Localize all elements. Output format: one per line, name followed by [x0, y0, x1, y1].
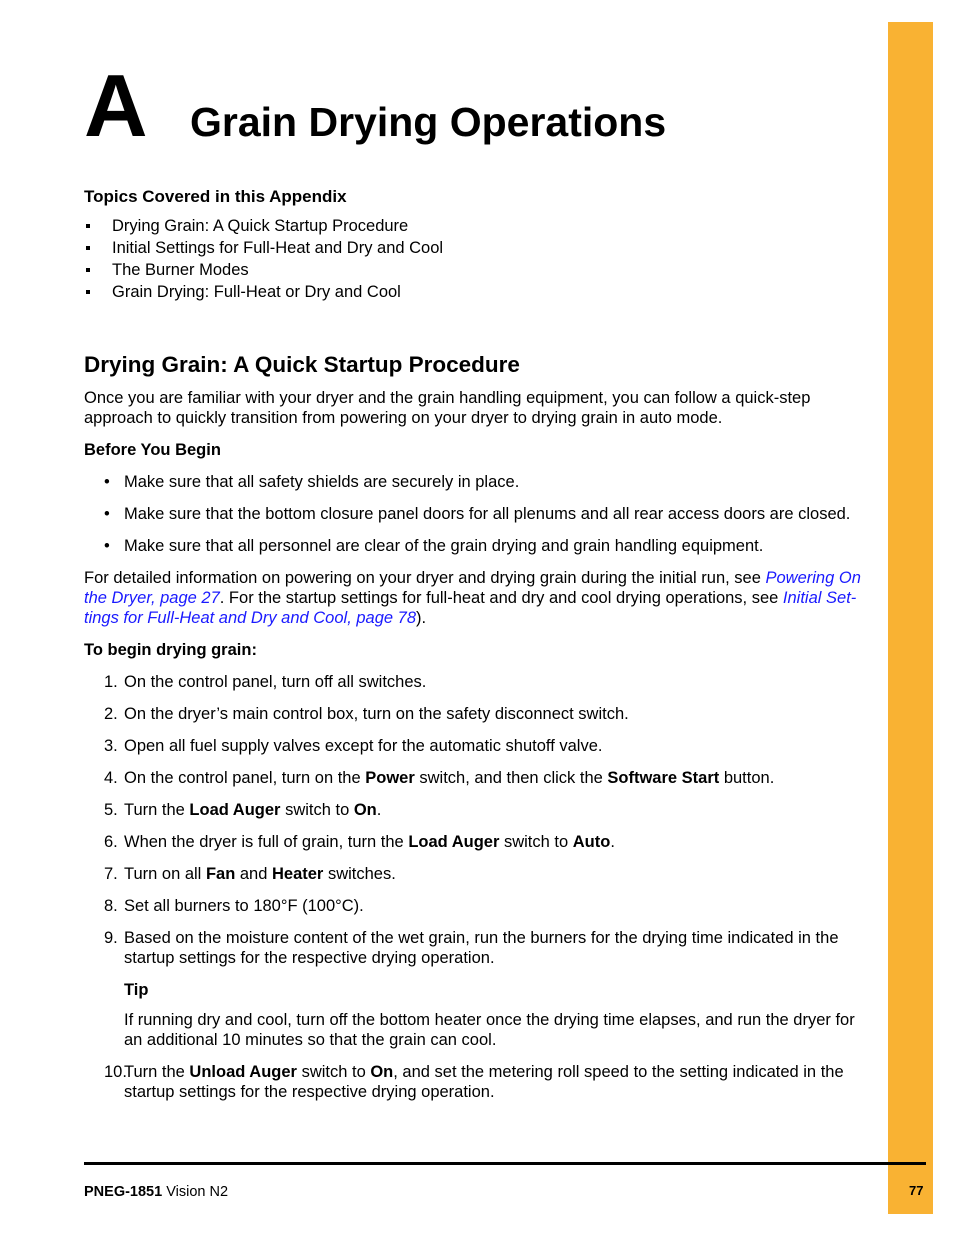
square-bullet-icon: [86, 290, 90, 294]
side-color-tab: [888, 22, 933, 1214]
page-number: 77: [909, 1183, 924, 1198]
topics-list: [84, 215, 874, 303]
step-item: 3. Open all fuel supply valves except for the automatic shutoff valve.: [104, 737, 603, 755]
appendix-letter: A: [84, 56, 148, 155]
topic-item: Drying Grain: A Quick Startup Procedure: [84, 215, 874, 237]
tip-text: If running dry and cool, turn off the bottom heater once the drying time elapses, and run the dryer for an additional 10 minutes so that the grain can cool.: [124, 1011, 855, 1049]
footer-rule: [84, 1162, 926, 1165]
bullet-icon: •: [104, 473, 110, 491]
step-item: 9. Based on the moisture content of the wet grain, run the burners for the drying time indicated in the startup settings for the respective drying operation. Tip If running dry and cool, turn off the bottom heater once the drying time elapses, and run the dryer for an additional 10 minutes so that the grain can cool.: [84, 928, 874, 1050]
bullet-icon: •: [104, 537, 110, 555]
bullet-icon: •: [104, 505, 110, 523]
list-item: • Make sure that all safety shields are securely in place.: [104, 473, 520, 491]
footer-doc-id: PNEG-1851 Vision N2: [84, 1184, 229, 1200]
topic-item: Initial Settings for Full-Heat and Dry and Cool: [84, 237, 874, 259]
step-item: 10. Turn the Unload Auger switch to On, and set the metering roll speed to the setting indicated in the startup settings for the respective drying operation.: [104, 1063, 844, 1101]
before-you-begin-list: [84, 472, 874, 556]
list-item: • Make sure that all personnel are clear of the grain drying and grain handling equipment.: [104, 537, 764, 555]
powering-on-link[interactable]: Powering On the Dryer, page 27: [84, 569, 861, 607]
topic-item: Grain Drying: Full-Heat or Dry and Cool: [84, 281, 874, 303]
topic-item: The Burner Modes: [84, 259, 874, 281]
page-title: Grain Drying Operations: [190, 99, 667, 145]
step-item: 5. Turn the Load Auger switch to On.: [104, 801, 382, 819]
step-item: 4. On the control panel, turn on the Power switch, and then click the Software Start button.: [104, 769, 775, 787]
initial-settings-link[interactable]: Initial Set-tings for Full-Heat and Dry and Cool, page 78: [84, 589, 857, 627]
tip-heading: Tip: [124, 981, 149, 999]
steps-heading: To begin drying grain:: [84, 641, 257, 659]
step-item: 6. When the dryer is full of grain, turn the Load Auger switch to Auto.: [104, 833, 615, 851]
page-content: [84, 187, 874, 1114]
square-bullet-icon: [86, 224, 90, 228]
steps-list: [84, 672, 874, 1102]
section-intro: Once you are familiar with your dryer and the grain handling equipment, you can follow a quick-step approach to quickly transition from powering on your dryer to drying grain in auto mode.: [84, 389, 811, 427]
topics-heading: Topics Covered in this Appendix: [84, 187, 347, 206]
before-you-begin-heading: Before You Begin: [84, 441, 221, 459]
step-item: 7. Turn on all Fan and Heater switches.: [104, 865, 396, 883]
step-item: 1. On the control panel, turn off all switches.: [104, 673, 427, 691]
detail-paragraph: For detailed information on powering on your dryer and drying grain during the initial run, see Powering On the Dryer, page 27. For the startup settings for full-heat and dry and cool drying operations, see Initial Set-tings for Full-Heat and Dry and Cool, page 78).: [84, 569, 861, 627]
list-item: • Make sure that the bottom closure panel doors for all plenums and all rear access doors are closed.: [104, 505, 851, 523]
square-bullet-icon: [86, 246, 90, 250]
section-title: Drying Grain: A Quick Startup Procedure: [84, 352, 520, 377]
square-bullet-icon: [86, 268, 90, 272]
step-item: 2. On the dryer’s main control box, turn on the safety disconnect switch.: [104, 705, 629, 723]
step-item: 8. Set all burners to 180°F (100°C).: [104, 897, 364, 915]
